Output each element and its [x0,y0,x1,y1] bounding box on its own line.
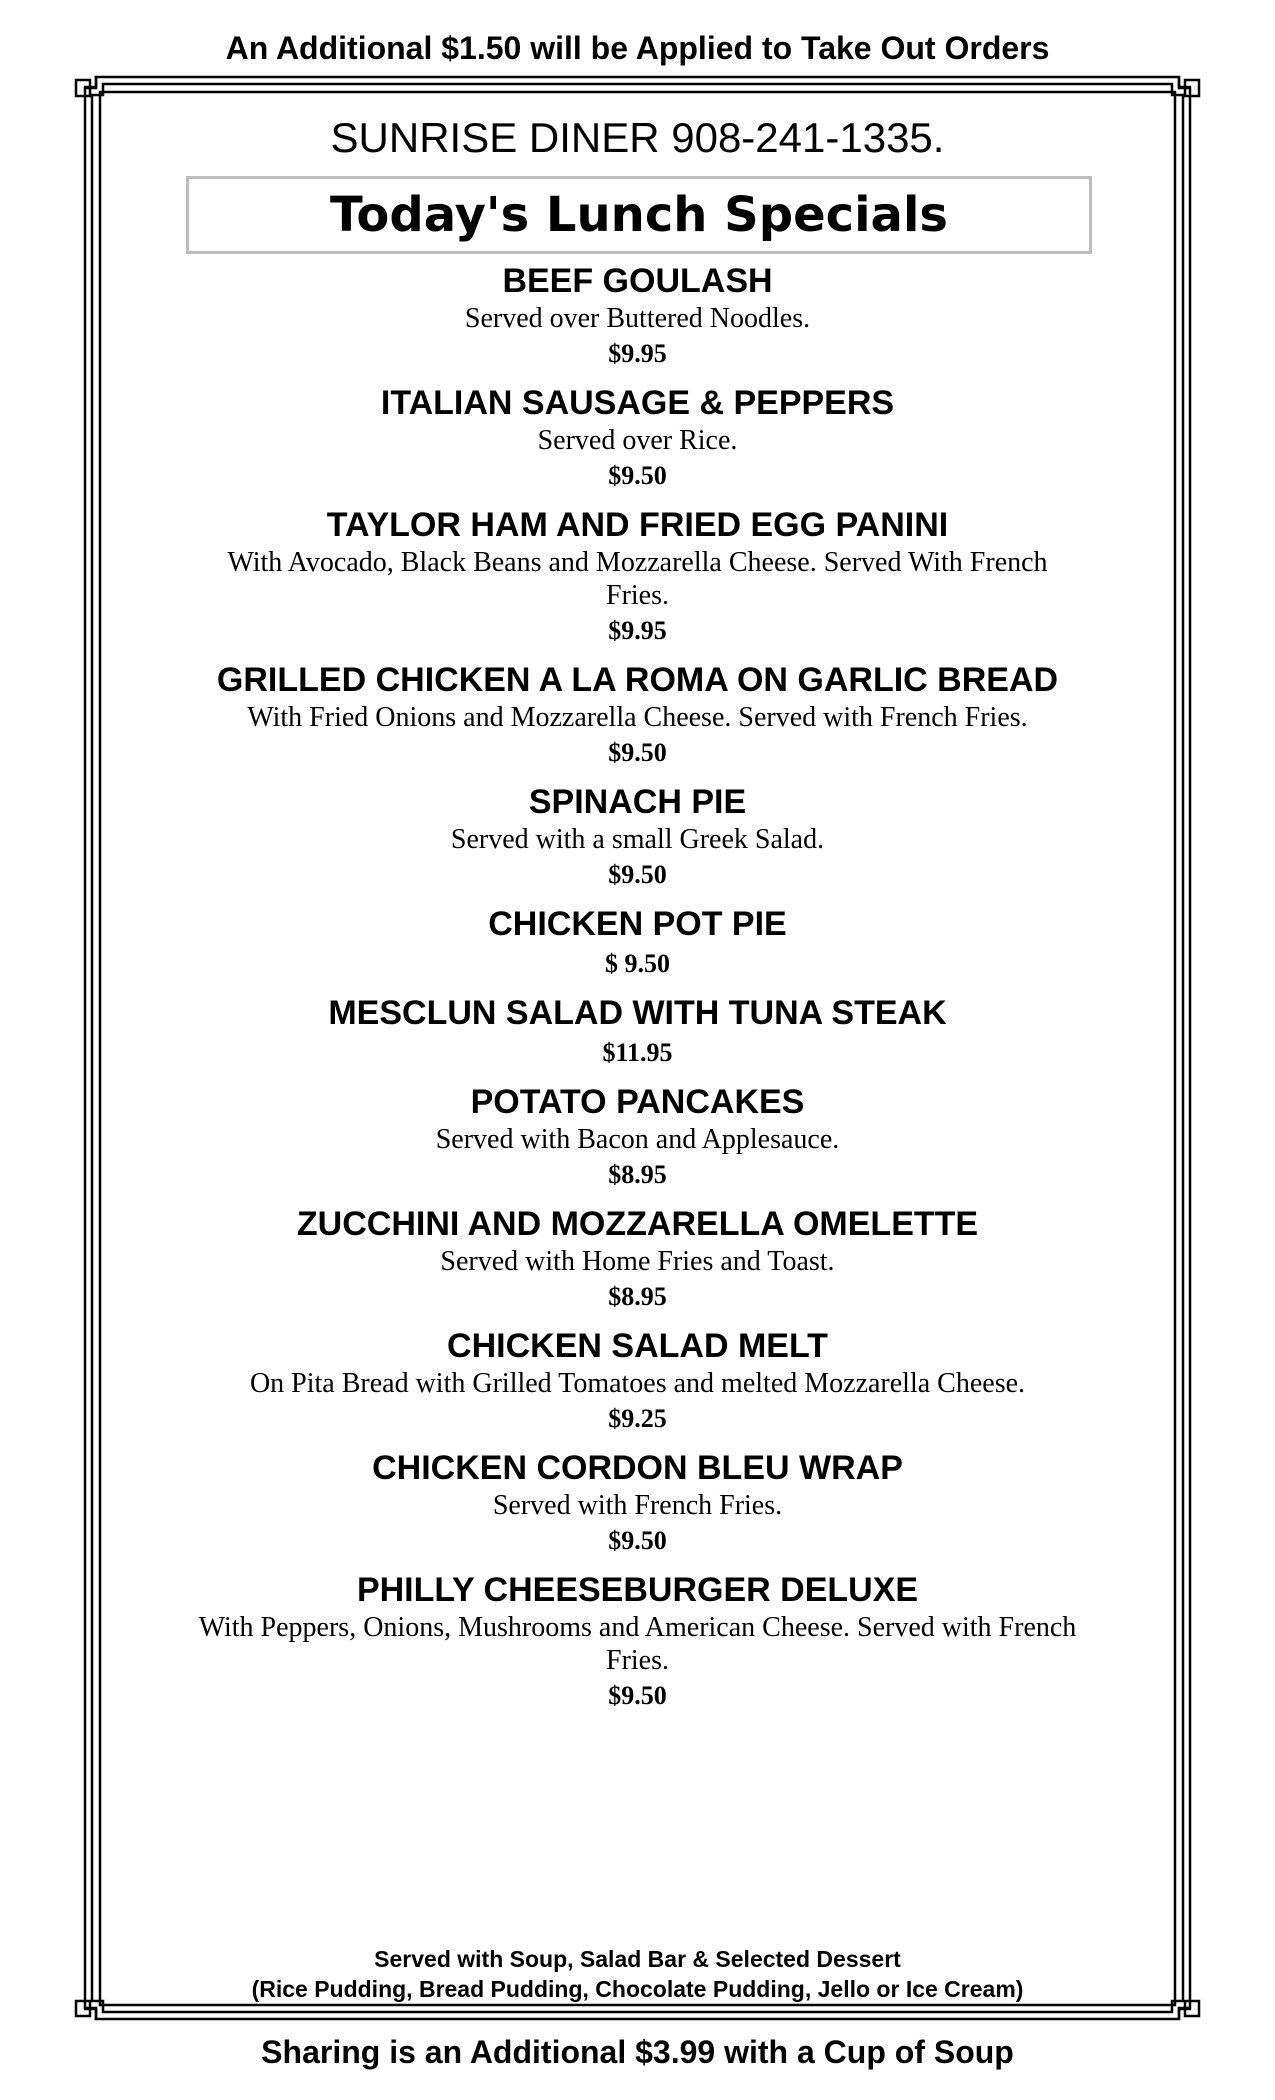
menu-item-name: BEEF GOULASH [502,262,773,300]
menu-item-name: SPINACH PIE [528,783,747,821]
menu-item-name: CHICKEN SALAD MELT [447,1327,828,1365]
included-items-line: Served with Soup, Salad Bar & Selected Dessert [374,1946,901,1972]
menu-item-description: On Pita Bread with Grilled Tomatoes and melted Mozzarella Cheese. [249,1368,1026,1399]
menu-item [180,1081,1095,1193]
menu-item-price: $9.25 [608,1404,667,1433]
menu-item-name: POTATO PANCAKES [470,1083,805,1121]
menu-item [180,1447,1095,1559]
menu-item-description: Served with Home Fries and Toast. [440,1246,835,1277]
menu-item-description: With Fried Onions and Mozzarella Cheese. Served with French Fries. [247,702,1028,733]
menu-item [180,504,1095,649]
menu-item [180,382,1095,494]
menu-item [180,781,1095,893]
menu-item-name: ITALIAN SAUSAGE & PEPPERS [380,384,895,422]
specials-title: Today's Lunch Specials [186,176,1092,254]
menu-item [180,1325,1095,1437]
menu-item-description: With Avocado, Black Beans and Mozzarella Cheese. Served With French Fries. [227,547,1048,611]
menu-item-price: $ 9.50 [605,949,670,978]
menu-item-description: Served over Buttered Noodles. [464,303,811,334]
takeout-notice: An Additional $1.50 will be Applied to Take Out Orders [225,30,1050,66]
menu-item [180,992,1095,1071]
menu-item [180,659,1095,771]
menu-item-price: $9.50 [608,1526,667,1555]
menu-item-name: ZUCCHINI AND MOZZARELLA OMELETTE [296,1205,979,1243]
menu-item-price: $9.95 [608,616,667,645]
menu-item-description: Served with Bacon and Applesauce. [435,1124,840,1155]
menu-list [180,260,1095,1714]
menu-item-price: $8.95 [608,1160,667,1189]
menu-item [180,903,1095,982]
restaurant-name-phone: SUNRISE DINER 908-241-1335. [330,114,945,161]
menu-item-name: TAYLOR HAM AND FRIED EGG PANINI [326,506,949,544]
menu-item-price: $9.50 [608,738,667,767]
menu-item-name: CHICKEN CORDON BLEU WRAP [372,1449,903,1487]
menu-item-name: CHICKEN POT PIE [488,905,787,943]
menu-item-price: $11.95 [602,1038,673,1067]
menu-item [180,1569,1095,1714]
menu-item [180,260,1095,372]
menu-item [180,1203,1095,1315]
menu-item-name: GRILLED CHICKEN A LA ROMA ON GARLIC BREAD [216,661,1059,699]
menu-content [180,110,1095,1724]
menu-item-price: $8.95 [608,1282,667,1311]
menu-item-description: Served with French Fries. [492,1490,783,1521]
menu-item-name: PHILLY CHEESEBURGER DELUXE [356,1571,919,1609]
menu-item-price: $9.50 [608,461,667,490]
menu-item-price: $9.95 [608,339,667,368]
dessert-options-line: (Rice Pudding, Bread Pudding, Chocolate Pudding, Jello or Ice Cream) [251,1976,1024,2002]
menu-item-name: MESCLUN SALAD WITH TUNA STEAK [328,994,947,1032]
menu-item-description: With Peppers, Onions, Mushrooms and American Cheese. Served with French Fries. [198,1612,1077,1676]
sharing-notice: Sharing is an Additional $3.99 with a Cup of Soup [261,2034,1014,2070]
menu-item-description: Served over Rice. [537,425,738,456]
menu-item-description: Served with a small Greek Salad. [450,824,825,855]
included-items-note [180,1944,1095,2004]
menu-item-price: $9.50 [608,860,667,889]
menu-item-price: $9.50 [608,1681,667,1710]
